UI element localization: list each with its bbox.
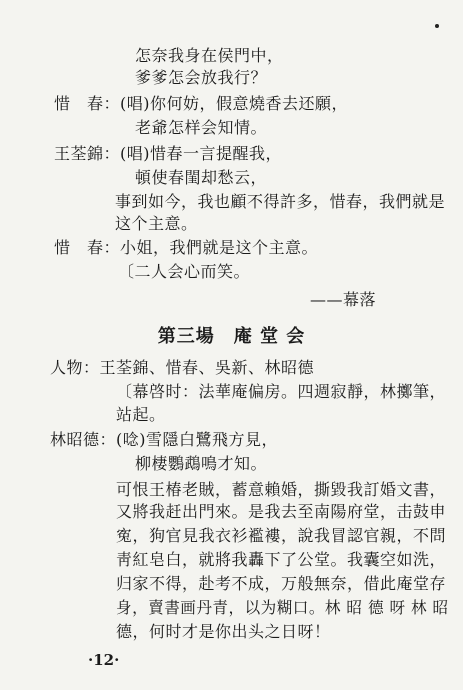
speaker-label: 惜 春： — [54, 238, 121, 257]
dialogue-text: 又將我赶出門來。是我去至南陽府堂，击鼓申 — [116, 502, 447, 521]
dialogue-text: (唱)惜春一言提醒我， — [120, 144, 282, 163]
verse-text: 老爺怎样会知情。 — [135, 118, 268, 137]
speaker-label: 惜 春： — [54, 94, 121, 113]
stage-direction: 〔幕啓时：法華庵偏房。四週寂靜，林擲筆， — [116, 382, 447, 401]
dialogue-text: 德，何时才是你出头之日呀！ — [116, 622, 331, 641]
curtain-fall: ——幕落 — [310, 290, 377, 309]
ink-dot — [435, 24, 439, 28]
verse-text: 頓使春閨却愁云， — [135, 168, 268, 187]
dialogue-text: 这个主意。 — [115, 214, 198, 233]
dialogue-text: (唱)你何妨，假意燒香去还願， — [120, 94, 348, 113]
speaker-label: 王荃錦： — [54, 144, 121, 163]
dialogue-text: 寃，狗官見我衣衫襤褸，說我冒認官親，不問 — [116, 526, 447, 545]
verse-text: 怎奈我身在侯門中， — [135, 46, 284, 65]
dialogue-text: 归家不得，赴考不成，万般無奈，借此庵堂存 — [116, 574, 447, 593]
stage-direction: 站起。 — [116, 405, 166, 424]
dialogue-text: 事到如今，我也顧不得許多，惜春，我們就是 — [115, 192, 446, 211]
verse-text: 柳棲鸚鵡鳴才知。 — [135, 454, 268, 473]
dialogue-text: (唸)雪隱白鷺飛方見， — [116, 430, 278, 449]
verse-text: 爹爹怎会放我行？ — [135, 68, 268, 87]
dialogue-text: 身，賣書画丹青，以为糊口。林 昭 德 呀 林 昭 — [116, 598, 449, 617]
dialogue-text: 可恨王椿老賊，蓄意賴婚，撕毀我訂婚文書， — [116, 480, 447, 499]
scene-title: 第三場 庵 堂 会 — [157, 326, 306, 347]
page-number: ·12· — [88, 651, 120, 669]
speaker-label: 林昭德： — [50, 430, 117, 449]
dialogue-text: 靑紅皂白，就將我轟下了公堂。我囊空如洗， — [116, 550, 447, 569]
cast-list: 人物：王荃錦、惜春、吳新、林昭德 — [50, 358, 315, 377]
dialogue-text: 小姐，我們就是这个主意。 — [120, 238, 319, 257]
stage-direction: 〔二人会心而笑。 — [118, 262, 251, 281]
